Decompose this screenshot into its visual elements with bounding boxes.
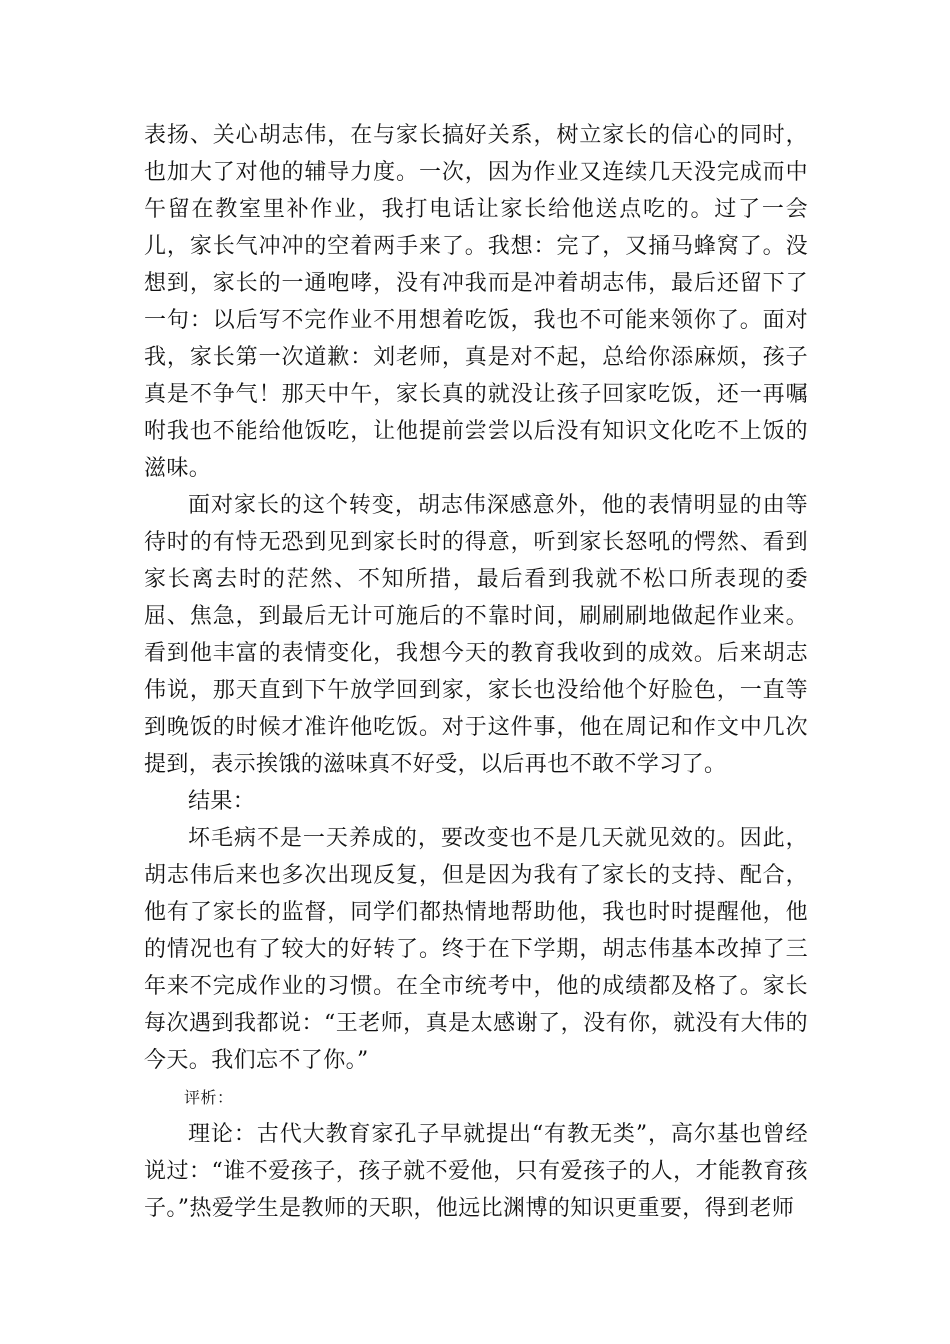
heading-analysis: 评析： [184,1088,234,1107]
paragraph-praise-and-tutoring: 表扬、关心胡志伟，在与家长搞好关系，树立家长的信心的同时，也加大了对他的辅导力度。一次，因为作业又连续几天没完成而中午留在教室里补作业，我打电话让家长给他送点吃的。过了一会儿，家长气冲冲的空着两手来了。我想：完了，又捅马蜂窝了。没想到，家长的一通咆哮，没有冲我而是冲着胡志伟，最后还留下了一句：以后写不完作业不用想着吃饭，我也不可能来领你了。面对我，家长第一次道歉：刘老师，真是对不起，总给你添麻烦，孩子真是不争气！那天中午，家长真的就没让孩子回家吃饭，还一再嘱咐我也不能给他饭吃，让他提前尝尝以后没有知识文化吃不上饭的滋味。 [144,123,808,481]
heading-result: 结果： [188,789,256,814]
paragraph-student-reaction: 面对家长的这个转变，胡志伟深感意外，他的表情明显的由等待时的有恃无恐到见到家长时的得意，听到家长怒吼的愕然、看到家长离去时的茫然、不知所措，最后看到我就不松口所表现的委屈、焦急，到最后无计可施后的不靠时间，刷刷刷地做起作业来。看到他丰富的表情变化，我想今天的教育我收到的成效。后来胡志伟说，那天直到下午放学回到家，家长也没给他个好脸色，一直等到晚饭的时候才准许他吃饭。对于这件事，他在周记和作文中几次提到，表示挨饿的滋味真不好受，以后再也不敢不学习了。 [144,493,808,777]
paragraph-theory: 理论：古代大教育家孔子早就提出“有教无类”，高尔基也曾经说过：“谁不爱孩子，孩子就不爱他，只有爱孩子的人，才能教育孩子。”热爱学生是教师的天职，他远比渊博的知识更重要，得到老师 [144,1122,808,1221]
paragraph-result: 坏毛病不是一天养成的，要改变也不是几天就见效的。因此，胡志伟后来也多次出现反复，但是因为我有了家长的支持、配合，他有了家长的监督，同学们都热情地帮助他，我也时时提醒他，他的情况也有了较大的好转了。终于在下学期，胡志伟基本改掉了三年来不完成作业的习惯。在全市统考中，他的成绩都及格了。家长每次遇到我都说：“王老师，真是太感谢了，没有你，就没有大伟的今天。我们忘不了你。” [144,826,808,1073]
document-body [144,117,808,1227]
